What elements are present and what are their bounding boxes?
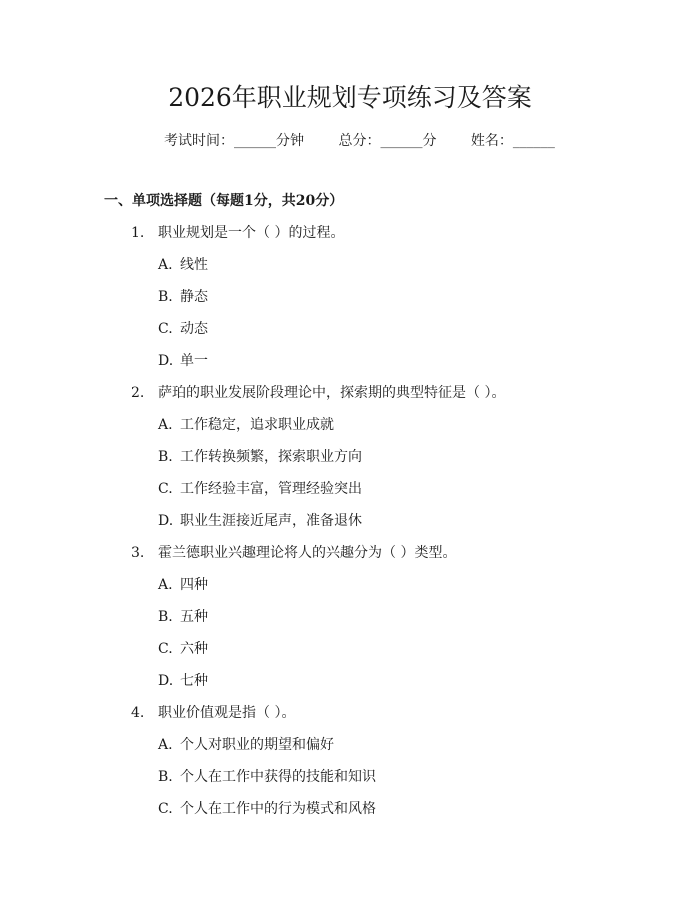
option-text: 个人在工作中的行为模式和风格	[180, 801, 376, 817]
option-text: 单一	[180, 353, 208, 369]
section-heading: 一、单项选择题（每题1分，共20分）	[104, 193, 344, 209]
option-text: 四种	[180, 577, 208, 593]
option-text: 五种	[180, 609, 208, 625]
option-item	[0, 799, 700, 831]
option-text: 线性	[180, 257, 208, 273]
option-text: 六种	[180, 641, 208, 657]
question-number: 3.	[131, 545, 145, 561]
question-number: 1.	[131, 225, 145, 241]
option-text: 动态	[180, 321, 208, 337]
option-letter: C.	[158, 641, 173, 657]
option-letter: C.	[158, 321, 173, 337]
option-item	[0, 415, 700, 447]
exam-info-line	[164, 131, 555, 151]
option-item	[0, 351, 700, 383]
option-letter: A.	[158, 737, 173, 753]
question-4	[0, 703, 700, 735]
option-item	[0, 671, 700, 703]
option-item	[0, 447, 700, 479]
question-3	[0, 543, 700, 575]
option-letter: B.	[158, 769, 173, 785]
question-stem: 职业规划是一个（ ）的过程。	[158, 225, 345, 241]
option-text: 个人在工作中获得的技能和知识	[180, 769, 376, 785]
option-letter: D.	[158, 673, 174, 689]
option-letter: C.	[158, 801, 173, 817]
option-text: 个人对职业的期望和偏好	[180, 737, 334, 753]
option-text: 七种	[180, 673, 208, 689]
option-letter: A.	[158, 257, 173, 273]
option-letter: B.	[158, 289, 173, 305]
question-list	[0, 223, 700, 831]
question-stem: 萨珀的职业发展阶段理论中，探索期的典型特征是（ ）。	[158, 385, 506, 401]
option-item	[0, 287, 700, 319]
option-item	[0, 639, 700, 671]
page-title: 2026年职业规划专项练习及答案	[168, 83, 532, 112]
option-item	[0, 767, 700, 799]
option-letter: D.	[158, 353, 174, 369]
exam-time-field: 考试时间：______分钟	[164, 133, 304, 149]
question-stem: 职业价值观是指（ ）。	[158, 705, 296, 721]
option-letter: B.	[158, 609, 173, 625]
question-1	[0, 223, 700, 255]
option-text: 职业生涯接近尾声，准备退休	[180, 513, 362, 529]
question-number: 4.	[131, 705, 145, 721]
option-item	[0, 735, 700, 767]
option-text: 工作转换频繁，探索职业方向	[180, 449, 362, 465]
option-item	[0, 511, 700, 543]
option-letter: A.	[158, 417, 173, 433]
option-text: 静态	[180, 289, 208, 305]
option-letter: D.	[158, 513, 174, 529]
option-item	[0, 575, 700, 607]
option-letter: B.	[158, 449, 173, 465]
question-2	[0, 383, 700, 415]
question-stem: 霍兰德职业兴趣理论将人的兴趣分为（ ）类型。	[158, 545, 457, 561]
option-letter: C.	[158, 481, 173, 497]
question-number: 2.	[131, 385, 145, 401]
option-text: 工作经验丰富，管理经验突出	[180, 481, 362, 497]
option-letter: A.	[158, 577, 173, 593]
option-item	[0, 319, 700, 351]
total-score-field: 总分：______分	[338, 133, 437, 149]
option-item	[0, 607, 700, 639]
name-field: 姓名：______	[470, 133, 555, 149]
option-text: 工作稳定，追求职业成就	[180, 417, 334, 433]
option-item	[0, 255, 700, 287]
option-item	[0, 479, 700, 511]
